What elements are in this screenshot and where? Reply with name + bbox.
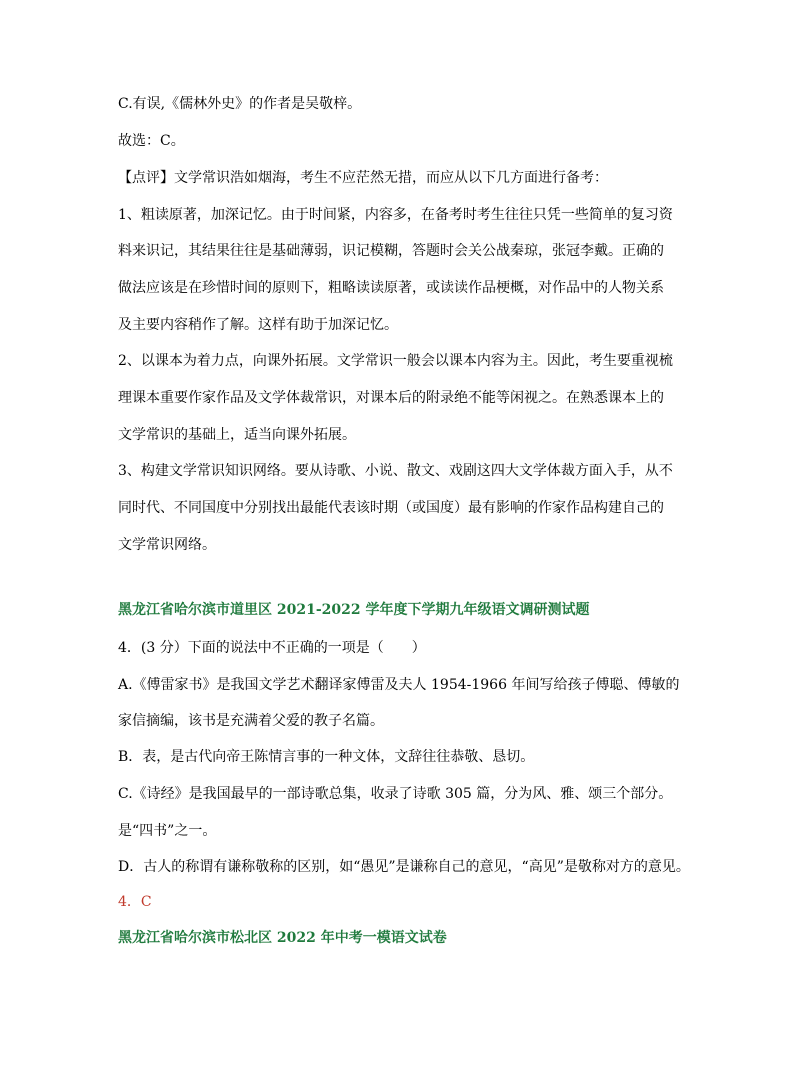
text-line: C.有误,《儒林外史》的作者是吴敬梓。	[118, 96, 362, 112]
text-line: 理课本重要作家作品及文学体裁常识，对课本后的附录绝不能等闲视之。在熟悉课本上的	[118, 390, 664, 406]
section-heading: 黑龙江省哈尔滨市道里区 2021-2022 学年度下学期九年级语文调研测试题	[118, 602, 590, 618]
question-text: 4．(3 分）下面的说法中不正确的一项是（ ）	[118, 640, 426, 656]
answer-text: 4．C	[118, 894, 152, 910]
text-line: 同时代、不同国度中分别找出最能代表该时期（或国度）最有影响的作家作品构建自己的	[118, 500, 664, 516]
option-line: B．表，是古代向帝王陈情言事的一种文体，文辞往往恭敬、恳切。	[118, 749, 535, 765]
text-line: 1、粗读原著，加深记忆。由于时间紧，内容多，在备考时考生往往只凭一些简单的复习资	[118, 207, 673, 223]
text-line: 做法应该是在珍惜时间的原则下，粗略读读原著，或读读作品梗概，对作品中的人物关系	[118, 280, 664, 296]
option-line: C.《诗经》是我国最早的一部诗歌总集，收录了诗歌 305 篇，分为风、雅、颂三个部分。	[118, 786, 673, 802]
text-line: 料来识记，其结果往往是基础薄弱，识记模糊，答题时会关公战秦琼，张冠李戴。正确的	[118, 243, 664, 259]
option-line: 是“四书”之一。	[118, 823, 217, 839]
text-line: 及主要内容稍作了解。这样有助于加深记忆。	[118, 317, 398, 333]
text-line: 文学常识网络。	[118, 537, 216, 553]
option-line: D．古人的称谓有谦称敬称的区别，如“愚见”是谦称自己的意见，“高见”是敬称对方的意见。	[118, 859, 690, 875]
section-heading: 黑龙江省哈尔滨市松北区 2022 年中考一模语文试卷	[118, 930, 447, 946]
option-line: A.《傅雷家书》是我国文学艺术翻译家傅雷及夫人 1954-1966 年间写给孩子傅聪、傅敏的	[118, 677, 680, 693]
text-line: 【点评】文学常识浩如烟海，考生不应茫然无措，而应从以下几方面进行备考：	[118, 170, 608, 186]
text-line: 3、构建文学常识知识网络。要从诗歌、小说、散文、戏剧这四大文学体裁方面入手，从不	[118, 463, 673, 479]
text-line: 故选：C。	[118, 133, 185, 149]
option-line: 家信摘编，该书是充满着父爱的教子名篇。	[118, 713, 384, 729]
text-line: 文学常识的基础上，适当向课外拓展。	[118, 427, 356, 443]
text-line: 2、以课本为着力点，向课外拓展。文学常识一般会以课本内容为主。因此，考生要重视梳	[118, 353, 673, 369]
